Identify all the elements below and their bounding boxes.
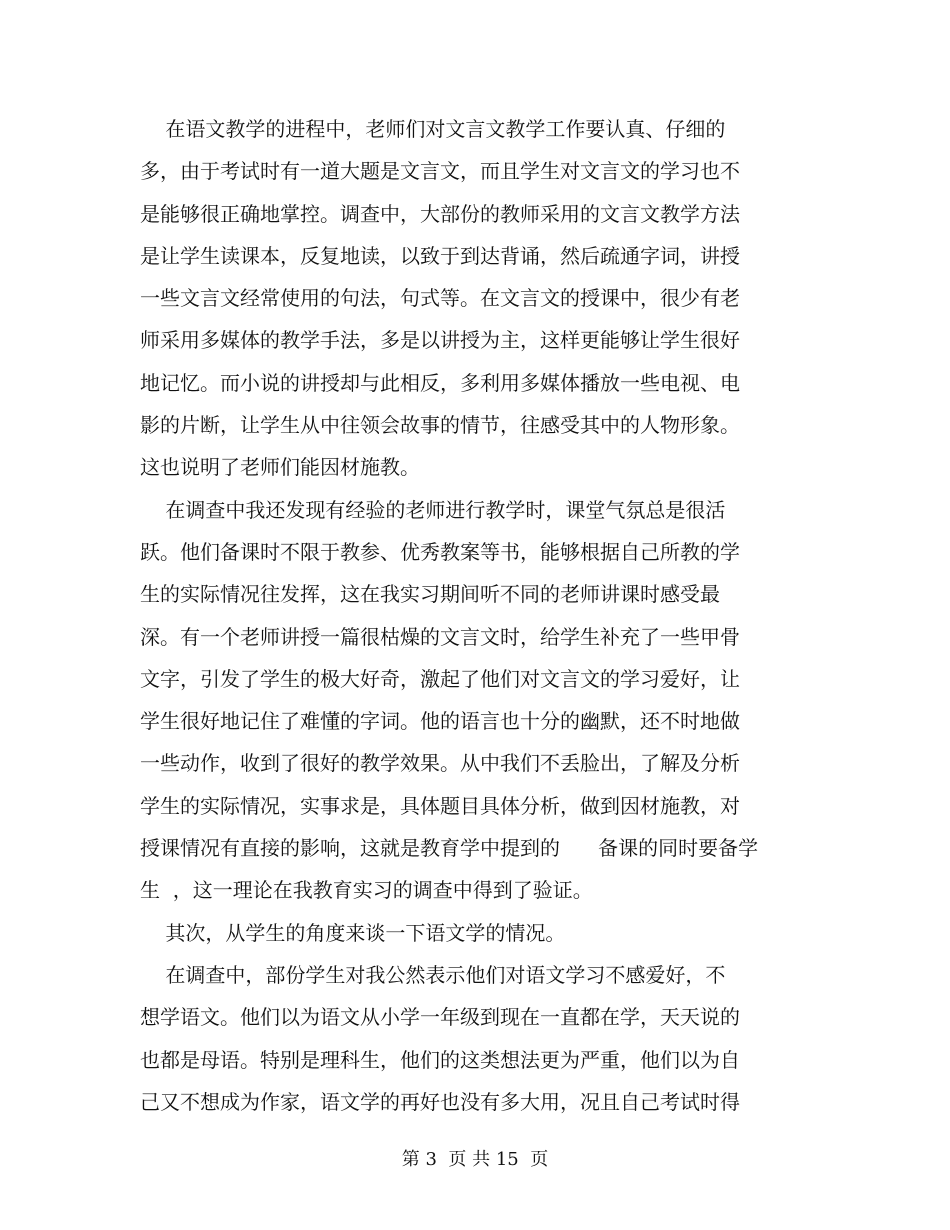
text-line: 影的片断，让学生从中往领会故事的情节，往感受其中的人物形象。 xyxy=(140,413,740,438)
text-line: 在语文教学的进程中，老师们对文言文教学工作要认真、仔细的 xyxy=(140,117,726,141)
text-line: 师采用多媒体的教学手法，多是以讲授为主，这样更能够让学生很好 xyxy=(140,328,740,353)
text-line: 一些动作，收到了很好的教学效果。从中我们不丢脸出，了解及分析 xyxy=(140,751,740,776)
text-line: 文字，引发了学生的极大好奇，激起了他们对文言文的学习爱好，让 xyxy=(140,666,740,691)
text-line: 想学语文。他们以为语文从小学一年级到现在一直都在学，天天说的 xyxy=(140,1005,740,1030)
text-line: 其次，从学生的角度来谈一下语文学的情况。 xyxy=(140,920,566,945)
text-line: 是能够很正确地掌控。调查中，大部份的教师采用的文言文教学方法 xyxy=(140,201,740,226)
text-line: 学生很好地记住了难懂的字词。他的语言也十分的幽默，还不时地做 xyxy=(140,709,740,734)
text-line: 这也说明了老师们能因材施教。 xyxy=(140,455,420,480)
text-line: 地记忆。而小说的讲授却与此相反，多利用多媒体播放一些电视、电 xyxy=(140,370,740,395)
text-line: 一些文言文经常使用的句法，句式等。在文言文的授课中，很少有老 xyxy=(140,286,740,311)
text-line: 生的实际情况往发挥，这在我实习期间听不同的老师讲课时感受最 xyxy=(140,582,720,607)
text-line: 也都是母语。特别是理科生，他们的这类想法更为严重，他们以为自 xyxy=(140,1047,740,1072)
text-line: 在调查中我还发现有经验的老师进行教学时，课堂气氛总是很活 xyxy=(140,497,726,522)
text-line: 是让学生读课本，反复地读，以致于到达背诵，然后疏通字词，讲授 xyxy=(140,243,740,268)
page-number-footer: 第 3 页 共 15 页 xyxy=(401,1149,549,1170)
text-line: 学生的实际情况，实事求是，具体题目具体分析，做到因材施教，对 xyxy=(140,793,740,818)
text-line: 在调查中，部份学生对我公然表示他们对语文学习不感爱好，不 xyxy=(140,962,726,987)
text-line: 深。有一个老师讲授一篇很枯燥的文言文时，给学生补充了一些甲骨 xyxy=(140,624,740,649)
text-line: 授课情况有直接的影响，这就是教育学中提到的 备课的同时要备学 xyxy=(140,836,759,861)
text-line: 生 ，这一理论在我教育实习的调查中得到了验证。 xyxy=(140,878,593,903)
text-line: 己又不想成为作家，语文学的再好也没有多大用，况且自己考试时得 xyxy=(140,1089,740,1114)
body-text xyxy=(140,108,780,1123)
text-line: 多，由于考试时有一道大题是文言文，而且学生对文言文的学习也不 xyxy=(140,159,740,184)
text-line: 跃。他们备课时不限于教参、优秀教案等书，能够根据自己所教的学 xyxy=(140,539,740,564)
